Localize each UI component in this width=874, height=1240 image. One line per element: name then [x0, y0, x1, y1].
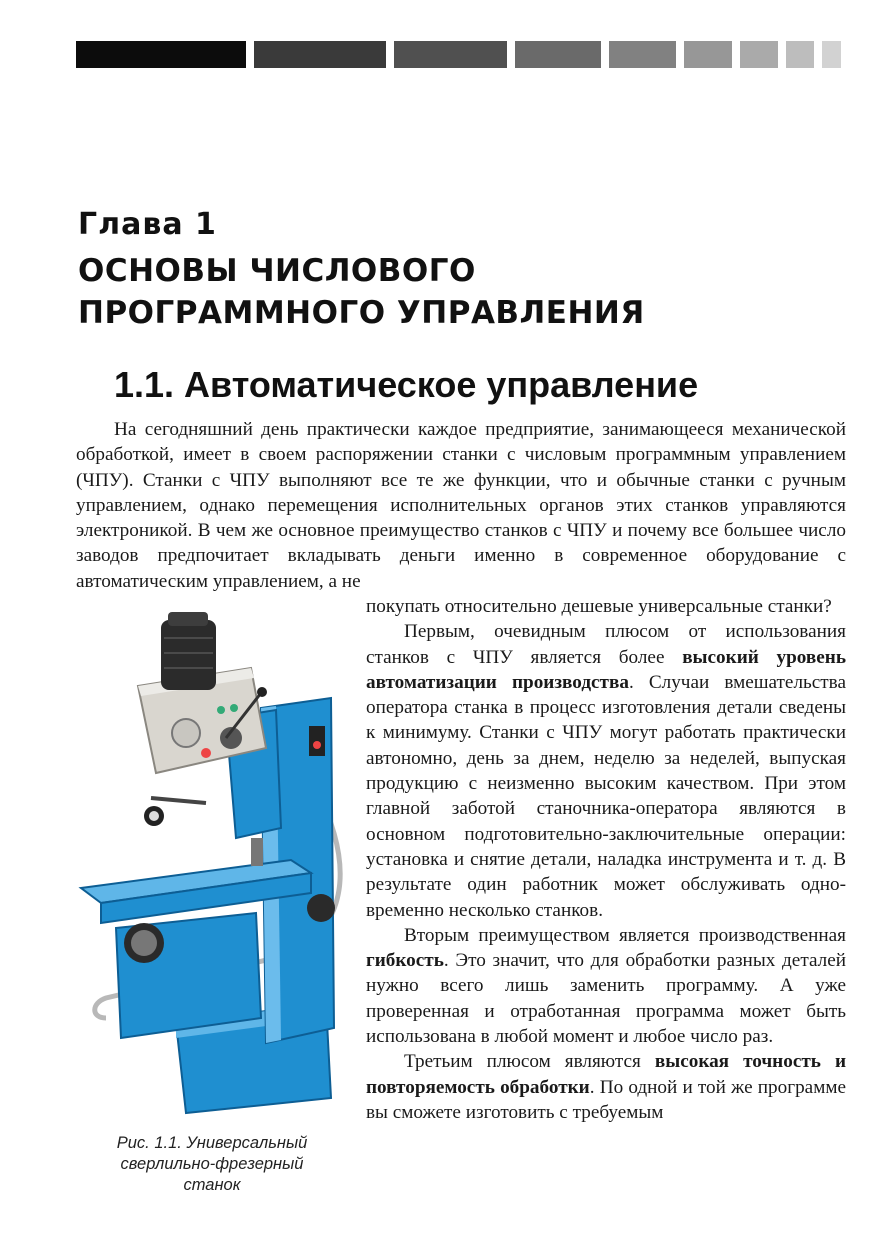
milling-machine-image — [76, 598, 351, 1123]
paragraph-text: . Случаи вмешательства оператора станка в процесс изготовления детали сведены к минимуму. Станки с ЧПУ могут работать практически автономно, день за днем, неделю за неделей, выпуская продукцию с неизменно высоким качеством. При этом главной заботой станочника-оператора являются в основном подготовительно-заключительные операции: установка и снятие детали, наладка инструмента и т. д. В результате один работник может обслуживать одновременно несколько станков. — [366, 671, 846, 921]
emphasis-text: гибкость — [366, 950, 444, 972]
chapter-title-line: ПРОГРАММНОГО УПРАВЛЕНИЯ — [78, 295, 645, 331]
caption-line: Рис. 1.1. Универсальный — [116, 1134, 308, 1152]
header-bar — [609, 41, 676, 68]
machine-figure — [76, 598, 351, 1123]
paragraph-text: . По одной и той же программе вы сможете изготовить с требуемым — [366, 1076, 846, 1123]
emphasis-text: высокий уровень автоматизации производства — [366, 646, 846, 693]
paragraph-text: . Это значит, что для обработки разных деталей нужно всего лишь заменить программу. А уже проверенная и отработанная программа может быть использована в любой момент и любое число раз. — [366, 950, 846, 1048]
header-bar — [740, 41, 778, 68]
section-title: 1.1. Автоматическое управление — [114, 364, 699, 405]
figure-caption — [82, 1133, 342, 1196]
paragraph-text: Третьим плюсом являются — [404, 1051, 655, 1073]
header-bar — [786, 41, 814, 68]
paragraph-text: Вторым преимуществом является производственная — [404, 924, 846, 946]
chapter-title-line: ОСНОВЫ ЧИСЛОВОГО — [78, 253, 476, 289]
chapter-title — [78, 250, 645, 334]
header-bar — [822, 41, 841, 68]
right-column-text — [366, 594, 846, 1125]
caption-line: сверлильно-фрезерный — [120, 1155, 304, 1173]
paragraph-accuracy — [366, 1049, 846, 1125]
intro-text — [76, 417, 846, 594]
paragraph-flexibility — [366, 923, 846, 1049]
intro-continuation: покупать относительно дешевые универсальные станки? — [366, 596, 832, 617]
header-bar — [394, 41, 507, 68]
paragraph-text: Первым, очевидным плюсом от использования станков с ЧПУ является более — [366, 621, 846, 668]
intro-paragraph: На сегодняшний день практически каждое предприятие, занимающееся механической обработкой, имеет в своем распоряжении станки с числовым программным управлением (ЧПУ). Станки с ЧПУ выполняют все те же функции, что и обычные станки с ручным управлением, однако перемещения исполнительных органов этих станков управляются электроникой. В чем же основное преимущество станков с ЧПУ и почему все большее число заводов предпочитает вкладывать деньги именно в современное оборудование с автоматическим управлением, а не — [76, 419, 846, 592]
header-bar — [684, 41, 732, 68]
emphasis-text: высокая точность и повторяемость обработки — [366, 1051, 846, 1098]
header-bar — [254, 41, 386, 68]
header-bar — [76, 41, 246, 68]
chapter-label: Глава 1 — [78, 207, 217, 242]
header-bar — [515, 41, 601, 68]
caption-line: станок — [183, 1176, 241, 1194]
header-decoration-bars — [76, 41, 846, 68]
paragraph-automation — [366, 619, 846, 923]
